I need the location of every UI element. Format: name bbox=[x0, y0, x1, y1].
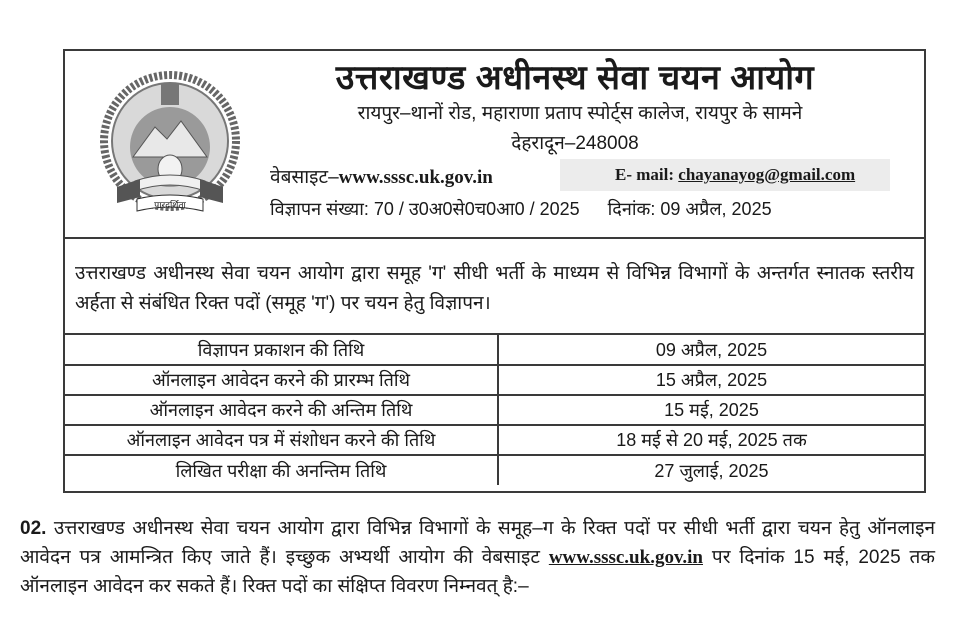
table-row: ऑनलाइन आवेदन करने की अन्तिम तिथि 15 मई, 2025 bbox=[65, 395, 924, 425]
city-pincode: देहरादून–248008 bbox=[511, 133, 639, 154]
contact-row bbox=[270, 163, 890, 191]
organization-title: उत्तराखण्ड अधीनस्थ सेवा चयन आयोग bbox=[335, 59, 815, 97]
email: E- mail: chayanayog@gmail.com bbox=[615, 165, 856, 184]
table-row: विज्ञापन प्रकाशन की तिथि 09 अप्रैल, 2025 bbox=[65, 335, 924, 365]
table-row: ऑनलाइन आवेदन करने की प्रारम्भ तिथि 15 अप्रैल, 2025 bbox=[65, 365, 924, 395]
website: वेबसाइट–www.sssc.uk.gov.in bbox=[270, 167, 493, 188]
advertisement-date: दिनांक: 09 अप्रैल, 2025 bbox=[607, 199, 772, 219]
important-dates-table bbox=[65, 335, 924, 485]
advertisement-number-row bbox=[270, 197, 772, 221]
paragraph-02: 02. उत्तराखण्ड अधीनस्थ सेवा चयन आयोग द्वारा विभिन्न विभागों के समूह–ग के रिक्त पदों पर सीधी भर्ती द्वारा चयन हेतु ऑनलाइन आवेदन पत्र आमन्त्रित किए जाते हैं। इच्छुक अभ्यर्थी आयोग की वेबसाइट www.sssc.uk.gov.in पर दिनांक 15 मई, 2025 तक ऑनलाइन आवेदन कर सकते हैं। रिक्त पदों का संक्षिप्त विवरण निम्नवत् है:– bbox=[20, 518, 935, 597]
commission-logo-icon bbox=[95, 69, 245, 219]
letterhead bbox=[65, 51, 924, 239]
svg-text:पारदर्शिता: पारदर्शिता bbox=[154, 200, 186, 210]
email-link[interactable]: chayanayog@gmail.com bbox=[678, 165, 856, 184]
advertisement-number: विज्ञापन संख्या: 70 / उ0अ0से0च0आ0 / 2025 bbox=[270, 199, 580, 219]
website-link[interactable]: www.sssc.uk.gov.in bbox=[548, 547, 703, 568]
paragraph-number: 02. bbox=[20, 518, 47, 539]
table-row: लिखित परीक्षा की अनन्तिम तिथि 27 जुलाई, 2025 bbox=[65, 455, 924, 485]
website-link[interactable]: www.sssc.uk.gov.in bbox=[338, 167, 493, 188]
address: रायपुर–थानों रोड, महाराणा प्रताप स्पोर्ट्स कालेज, रायपुर के सामने bbox=[357, 103, 803, 124]
table-row: ऑनलाइन आवेदन पत्र में संशोधन करने की तिथि 18 मई से 20 मई, 2025 तक bbox=[65, 425, 924, 455]
intro-text: उत्तराखण्ड अधीनस्थ सेवा चयन आयोग द्वारा समूह 'ग' सीधी भर्ती के माध्यम से विभिन्न विभागों के अन्तर्गत स्नातक स्तरीय अर्हता से संबंधित रिक्त पदों (समूह 'ग') पर चयन हेतु विज्ञापन। bbox=[65, 239, 924, 335]
notice-frame bbox=[63, 49, 926, 493]
